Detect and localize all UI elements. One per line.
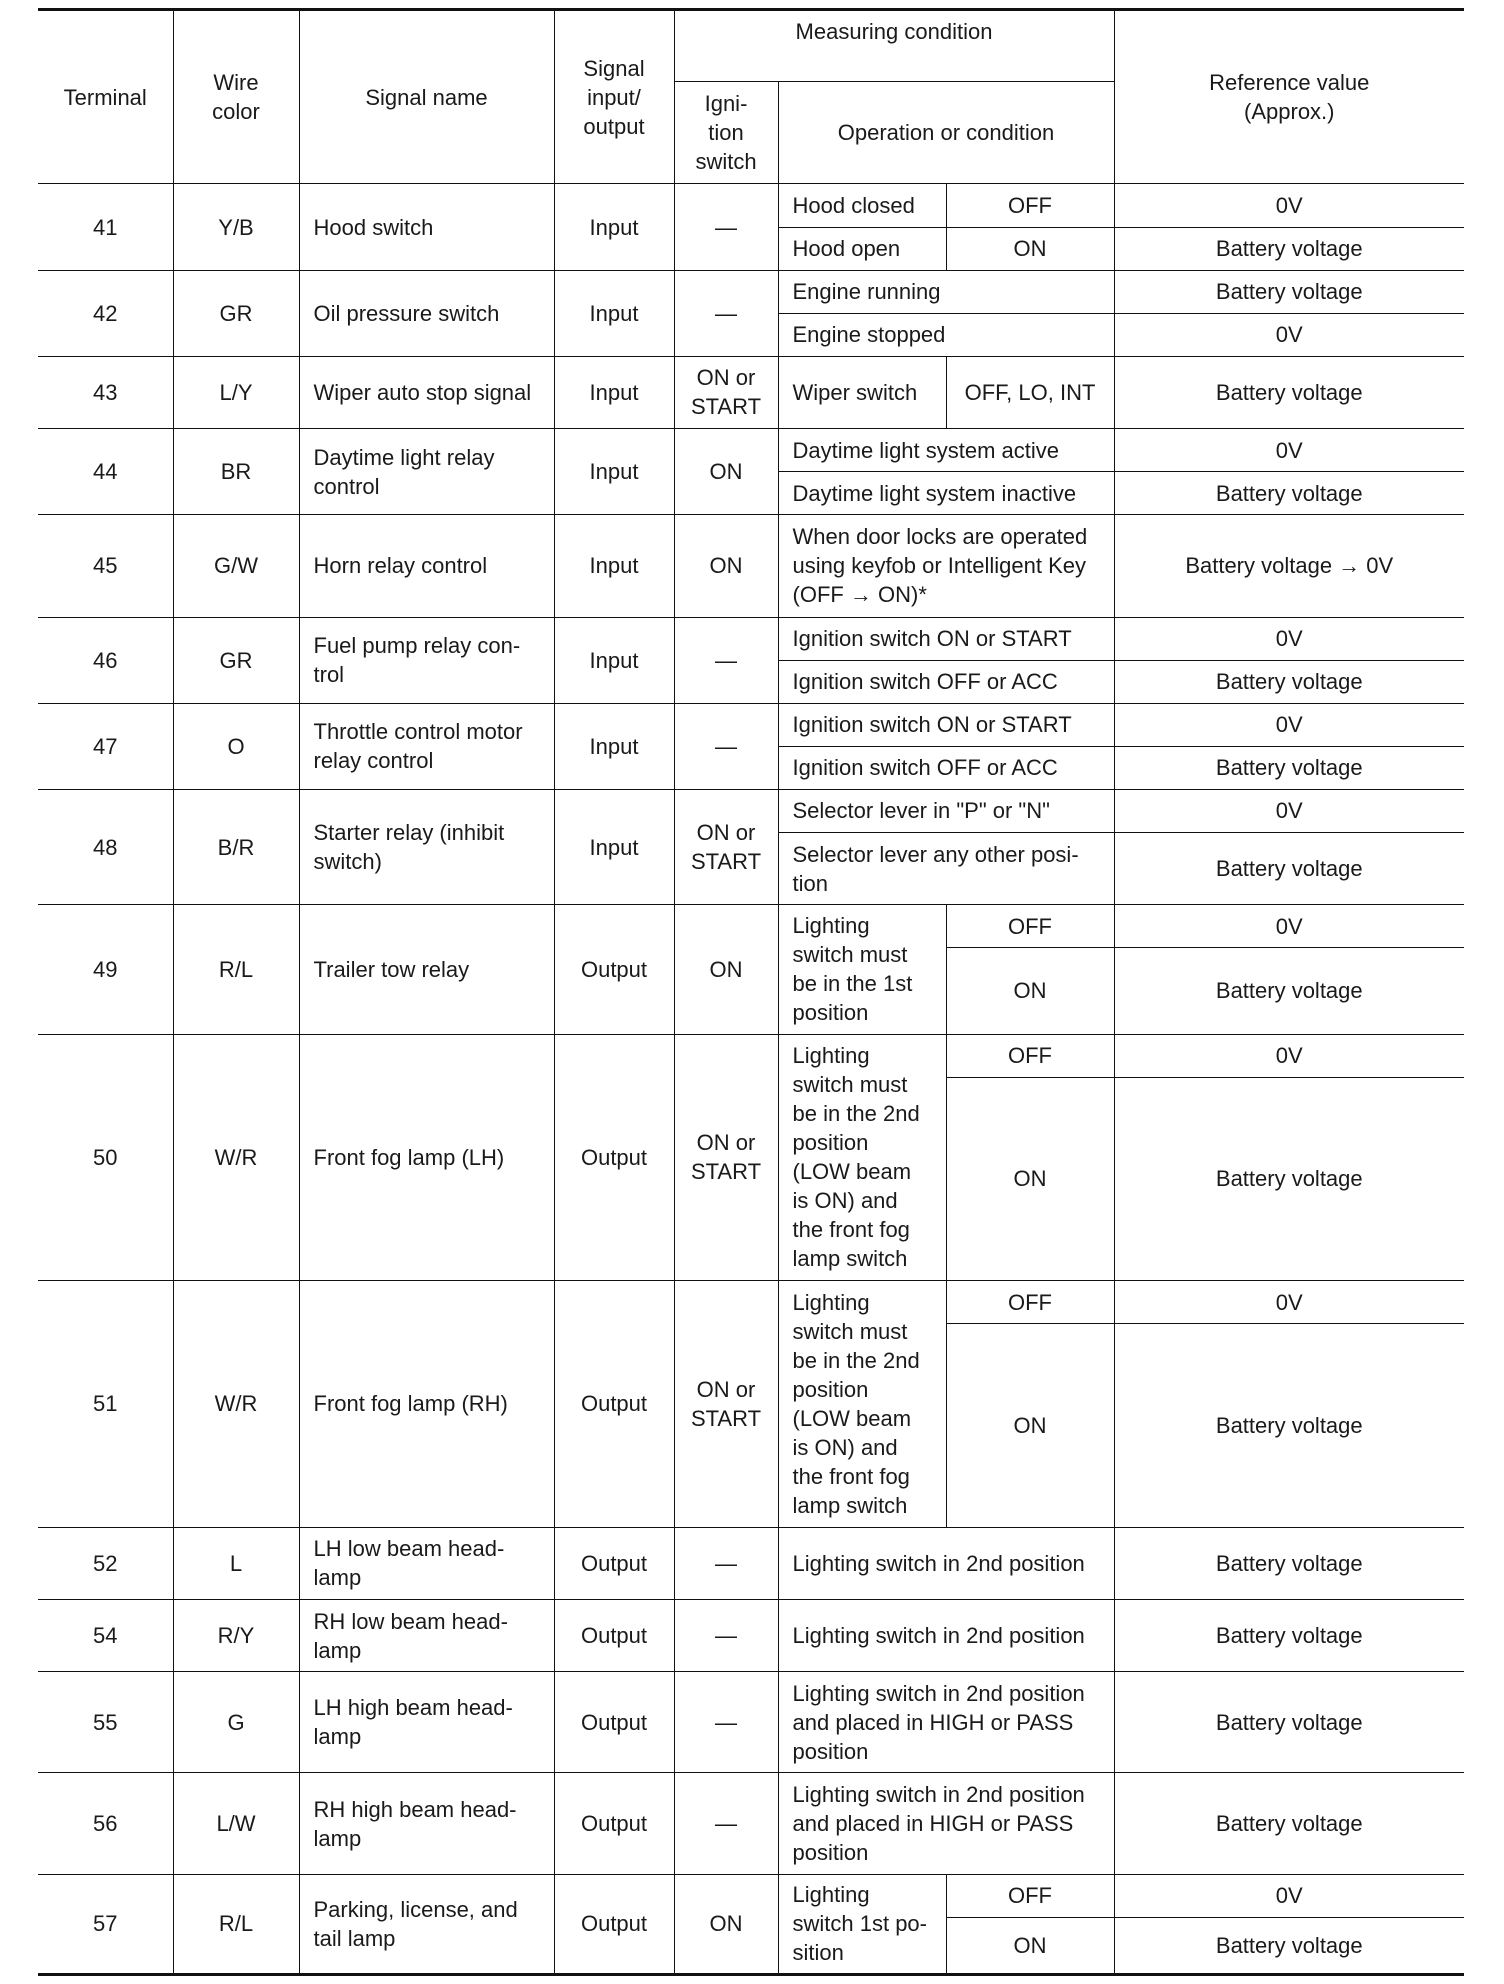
wire-color-cell: GR xyxy=(173,617,299,703)
header-signal-input-output: Signal input/ output xyxy=(554,10,674,184)
wire-color-cell: R/L xyxy=(173,1874,299,1974)
terminal-cell: 43 xyxy=(38,356,173,428)
signal-name-cell: Throttle control motor relay control xyxy=(299,703,554,789)
signal-io-cell: Output xyxy=(554,1599,674,1671)
signal-name-cell: Daytime light relay control xyxy=(299,429,554,515)
wire-color-cell: Y/B xyxy=(173,184,299,270)
header-reference-value: Reference value (Approx.) xyxy=(1114,10,1464,184)
table-row xyxy=(38,429,1464,472)
reference-value-cell: Battery voltage xyxy=(1114,948,1464,1034)
signal-name-cell: Starter relay (inhibit switch) xyxy=(299,789,554,904)
operation-cell: Wiper switch xyxy=(778,356,946,428)
ignition-switch-cell: — xyxy=(674,270,778,356)
condition-state-cell: OFF xyxy=(946,184,1114,227)
signal-name-cell: Parking, license, and tail lamp xyxy=(299,1874,554,1974)
reference-value-cell: Battery voltage xyxy=(1114,1773,1464,1874)
ignition-switch-cell: ON or START xyxy=(674,356,778,428)
condition-state-cell: ON xyxy=(946,1917,1114,1974)
terminal-cell: 52 xyxy=(38,1527,173,1599)
signal-io-cell: Output xyxy=(554,1034,674,1281)
signal-io-cell: Input xyxy=(554,270,674,356)
reference-value-cell: 0V xyxy=(1114,313,1464,356)
header-signal-name: Signal name xyxy=(299,10,554,184)
operation-cell: Lighting switch must be in the 2nd position (LOW beam is ON) and the front fog lamp switch xyxy=(778,1034,946,1281)
wire-color-cell: GR xyxy=(173,270,299,356)
reference-value-cell: Battery voltage xyxy=(1114,746,1464,789)
ignition-switch-cell: ON or START xyxy=(674,789,778,904)
operation-cell: Lighting switch must be in the 1st position xyxy=(778,905,946,1034)
operation-cell: Hood open xyxy=(778,227,946,270)
table-row xyxy=(38,789,1464,832)
wire-color-cell: BR xyxy=(173,429,299,515)
reference-value-cell: Battery voltage xyxy=(1114,270,1464,313)
ignition-switch-cell: — xyxy=(674,184,778,270)
table-row xyxy=(38,905,1464,948)
signal-io-cell: Input xyxy=(554,789,674,904)
operation-cell: Engine running xyxy=(778,270,1114,313)
reference-value-cell: Battery voltage xyxy=(1114,1077,1464,1281)
signal-io-cell: Input xyxy=(554,703,674,789)
wire-color-cell: L/Y xyxy=(173,356,299,428)
signal-io-cell: Input xyxy=(554,184,674,270)
reference-value-cell: 0V xyxy=(1114,429,1464,472)
reference-value-cell: 0V xyxy=(1114,1874,1464,1917)
table-row xyxy=(38,184,1464,227)
operation-cell: Ignition switch OFF or ACC xyxy=(778,660,1114,703)
terminal-cell: 47 xyxy=(38,703,173,789)
terminal-cell: 45 xyxy=(38,515,173,617)
ignition-switch-cell: ON or START xyxy=(674,1034,778,1281)
wire-color-cell: R/Y xyxy=(173,1599,299,1671)
signal-name-cell: Hood switch xyxy=(299,184,554,270)
signal-name-cell: LH high beam head- lamp xyxy=(299,1672,554,1773)
operation-cell: Hood closed xyxy=(778,184,946,227)
wire-color-cell: W/R xyxy=(173,1034,299,1281)
wire-color-cell: B/R xyxy=(173,789,299,904)
terminal-cell: 57 xyxy=(38,1874,173,1974)
reference-value-cell: 0V xyxy=(1114,617,1464,660)
terminal-cell: 42 xyxy=(38,270,173,356)
reference-value-cell: 0V xyxy=(1114,905,1464,948)
signal-name-cell: Front fog lamp (RH) xyxy=(299,1281,554,1528)
table-row xyxy=(38,617,1464,660)
operation-cell: Engine stopped xyxy=(778,313,1114,356)
reference-value-cell: 0V xyxy=(1114,1034,1464,1077)
signal-io-cell: Input xyxy=(554,356,674,428)
signal-io-cell: Output xyxy=(554,905,674,1034)
operation-cell: Daytime light system active xyxy=(778,429,1114,472)
operation-cell: Lighting switch in 2nd position and placed in HIGH or PASS position xyxy=(778,1672,1114,1773)
wire-color-cell: L/W xyxy=(173,1773,299,1874)
signal-io-cell: Output xyxy=(554,1281,674,1528)
operation-cell: Ignition switch ON or START xyxy=(778,617,1114,660)
reference-value-cell: Battery voltage xyxy=(1114,1527,1464,1599)
signal-name-cell: Trailer tow relay xyxy=(299,905,554,1034)
wire-color-cell: O xyxy=(173,703,299,789)
operation-cell: Lighting switch in 2nd position xyxy=(778,1599,1114,1671)
table-row xyxy=(38,1773,1464,1874)
condition-state-cell: OFF, LO, INT xyxy=(946,356,1114,428)
condition-state-cell: ON xyxy=(946,948,1114,1034)
signal-name-cell: Oil pressure switch xyxy=(299,270,554,356)
table-row xyxy=(38,1599,1464,1671)
condition-state-cell: ON xyxy=(946,1077,1114,1281)
signal-name-cell: Horn relay control xyxy=(299,515,554,617)
reference-value-cell: 0V xyxy=(1114,703,1464,746)
signal-io-cell: Output xyxy=(554,1773,674,1874)
ignition-switch-cell: ON xyxy=(674,905,778,1034)
signal-io-cell: Output xyxy=(554,1672,674,1773)
ignition-switch-cell: — xyxy=(674,703,778,789)
signal-name-cell: RH high beam head- lamp xyxy=(299,1773,554,1874)
reference-value-cell: Battery voltage xyxy=(1114,833,1464,905)
signal-name-cell: LH low beam head- lamp xyxy=(299,1527,554,1599)
condition-state-cell: OFF xyxy=(946,1034,1114,1077)
operation-cell: Selector lever any other posi- tion xyxy=(778,833,1114,905)
terminal-cell: 51 xyxy=(38,1281,173,1528)
reference-value-cell: Battery voltage xyxy=(1114,227,1464,270)
reference-value-cell: 0V xyxy=(1114,184,1464,227)
wire-color-cell: R/L xyxy=(173,905,299,1034)
terminal-reference-table xyxy=(38,8,1464,1976)
ignition-switch-cell: — xyxy=(674,1527,778,1599)
reference-value-cell: Battery voltage xyxy=(1114,472,1464,515)
ignition-switch-cell: — xyxy=(674,617,778,703)
table-row xyxy=(38,1527,1464,1599)
condition-state-cell: OFF xyxy=(946,905,1114,948)
header-wire-color: Wire color xyxy=(173,10,299,184)
operation-cell: Ignition switch ON or START xyxy=(778,703,1114,746)
terminal-cell: 54 xyxy=(38,1599,173,1671)
ignition-switch-cell: ON xyxy=(674,429,778,515)
condition-state-cell: ON xyxy=(946,227,1114,270)
table-row xyxy=(38,1034,1464,1077)
wire-color-cell: G xyxy=(173,1672,299,1773)
ignition-switch-cell: ON or START xyxy=(674,1281,778,1528)
terminal-cell: 50 xyxy=(38,1034,173,1281)
signal-name-cell: Wiper auto stop signal xyxy=(299,356,554,428)
operation-cell: Lighting switch in 2nd position and placed in HIGH or PASS position xyxy=(778,1773,1114,1874)
reference-value-cell: Battery voltage xyxy=(1114,660,1464,703)
operation-cell: When door locks are operated using keyfob or Intelligent Key (OFF → ON)* xyxy=(778,515,1114,617)
ignition-switch-cell: — xyxy=(674,1773,778,1874)
operation-cell: Selector lever in "P" or "N" xyxy=(778,789,1114,832)
terminal-cell: 49 xyxy=(38,905,173,1034)
signal-io-cell: Output xyxy=(554,1527,674,1599)
operation-cell: Lighting switch in 2nd position xyxy=(778,1527,1114,1599)
condition-state-cell: OFF xyxy=(946,1874,1114,1917)
terminal-cell: 56 xyxy=(38,1773,173,1874)
signal-io-cell: Input xyxy=(554,429,674,515)
signal-io-cell: Output xyxy=(554,1874,674,1974)
wire-color-cell: W/R xyxy=(173,1281,299,1528)
reference-value-cell: Battery voltage xyxy=(1114,1672,1464,1773)
signal-io-cell: Input xyxy=(554,515,674,617)
reference-value-cell: Battery voltage xyxy=(1114,356,1464,428)
condition-state-cell: ON xyxy=(946,1324,1114,1528)
reference-value-cell: Battery voltage → 0V xyxy=(1114,515,1464,617)
signal-name-cell: Fuel pump relay con- trol xyxy=(299,617,554,703)
terminal-cell: 48 xyxy=(38,789,173,904)
reference-value-cell: Battery voltage xyxy=(1114,1917,1464,1974)
terminal-cell: 55 xyxy=(38,1672,173,1773)
table-row xyxy=(38,356,1464,428)
reference-value-cell: Battery voltage xyxy=(1114,1324,1464,1528)
operation-cell: Lighting switch 1st po- sition xyxy=(778,1874,946,1974)
operation-cell: Ignition switch OFF or ACC xyxy=(778,746,1114,789)
wire-color-cell: L xyxy=(173,1527,299,1599)
ignition-switch-cell: — xyxy=(674,1599,778,1671)
ignition-switch-cell: ON xyxy=(674,1874,778,1974)
reference-value-cell: Battery voltage xyxy=(1114,1599,1464,1671)
wire-color-cell: G/W xyxy=(173,515,299,617)
operation-cell: Lighting switch must be in the 2nd position (LOW beam is ON) and the front fog lamp switch xyxy=(778,1281,946,1528)
table-row xyxy=(38,270,1464,313)
signal-io-cell: Input xyxy=(554,617,674,703)
signal-name-cell: RH low beam head- lamp xyxy=(299,1599,554,1671)
header-ignition-switch: Igni- tion switch xyxy=(674,82,778,184)
terminal-cell: 44 xyxy=(38,429,173,515)
terminal-cell: 41 xyxy=(38,184,173,270)
table-row xyxy=(38,1672,1464,1773)
header-measuring-condition: Measuring condition xyxy=(674,10,1114,82)
condition-state-cell: OFF xyxy=(946,1281,1114,1324)
table-row xyxy=(38,1281,1464,1324)
table-row xyxy=(38,515,1464,617)
header-terminal: Terminal xyxy=(38,10,173,184)
terminal-cell: 46 xyxy=(38,617,173,703)
reference-value-cell: 0V xyxy=(1114,789,1464,832)
ignition-switch-cell: — xyxy=(674,1672,778,1773)
table-row xyxy=(38,1874,1464,1917)
header-operation-condition: Operation or condition xyxy=(778,82,1114,184)
table-row xyxy=(38,703,1464,746)
operation-cell: Daytime light system inactive xyxy=(778,472,1114,515)
ignition-switch-cell: ON xyxy=(674,515,778,617)
signal-name-cell: Front fog lamp (LH) xyxy=(299,1034,554,1281)
reference-value-cell: 0V xyxy=(1114,1281,1464,1324)
